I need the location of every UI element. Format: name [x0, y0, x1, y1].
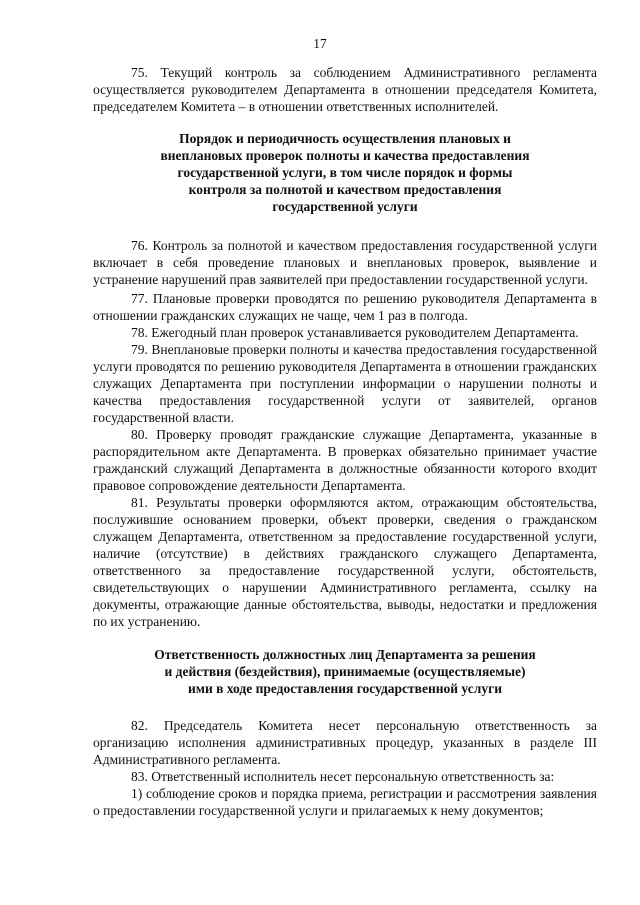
- paragraph-82: 82. Председатель Комитета несет персональную ответственность за организацию исполнения административных процедур, указанных в разделе III Административного регламента.: [93, 718, 597, 767]
- paragraph-75: 75. Текущий контроль за соблюдением Административного регламента осуществляется руководителем Департамента в отношении председателя Комитета, председателем Комитета – в отношении ответственных исполнителей.: [93, 65, 597, 114]
- section-heading-responsibility: Ответственность должностных лиц Департамента за решения и действия (бездействия), принимаемые (осуществляемые) ими в ходе предоставления государственной услуги: [154, 647, 536, 696]
- paragraph-80: 80. Проверку проводят гражданские служащие Департамента, указанные в распорядительном акте Департамента. В проверках обязательно принимает участие гражданский служащий Департамента в должностные обязанности которого входит правовое сопровождение деятельности Департамента.: [93, 427, 597, 493]
- document-body: [93, 64, 597, 819]
- paragraph-81: 81. Результаты проверки оформляются актом, отражающим обстоятельства, послужившие основанием проверки, объект проверки, сведения о гражданском служащем Департамента, ответственном за предоставление государственной услуги, наличие (отсутствие) в действиях гражданского служащего Департамента, ответственного за предоставление государственной услуги, обстоятельств, свидетельствующих о нарушении Административного регламента, ссылку на документы, отражающие данные обстоятельства, выводы, недостатки и предложения по их устранению.: [93, 495, 597, 629]
- paragraph-77: 77. Плановые проверки проводятся по решению руководителя Департамента в отношении гражданских служащих не чаще, чем 1 раз в полгода.: [93, 291, 597, 323]
- paragraph-76: 76. Контроль за полнотой и качеством предоставления государственной услуги включает в себя проведение плановых и внеплановых проверок, выявление и устранение нарушений прав заявителей при предоставлении государственной услуги.: [93, 238, 597, 287]
- paragraph-78: 78. Ежегодный план проверок устанавливается руководителем Департамента.: [131, 325, 579, 340]
- paragraph-83: 83. Ответственный исполнитель несет персональную ответственность за:: [131, 769, 555, 784]
- paragraph-79: 79. Внеплановые проверки полноты и качества предоставления государственной услуги проводятся по решению руководителя Департамента в отношении гражданских служащих Департамента при поступлении информации о нарушении полноты и качества предоставления государственной услуги от заявителей, органов государственной власти.: [93, 342, 597, 425]
- section-heading-inspections: Порядок и периодичность осуществления плановых и внеплановых проверок полноты и качества предоставления государственной услуги, в том числе порядок и формы контроля за полнотой и качеством предоставления государственной услуги: [160, 131, 530, 214]
- page-number: 17: [313, 36, 327, 51]
- paragraph-83-item-1: 1) соблюдение сроков и порядка приема, регистрации и рассмотрения заявления о предоставлении государственной услуги и прилагаемых к нему документов;: [93, 786, 597, 818]
